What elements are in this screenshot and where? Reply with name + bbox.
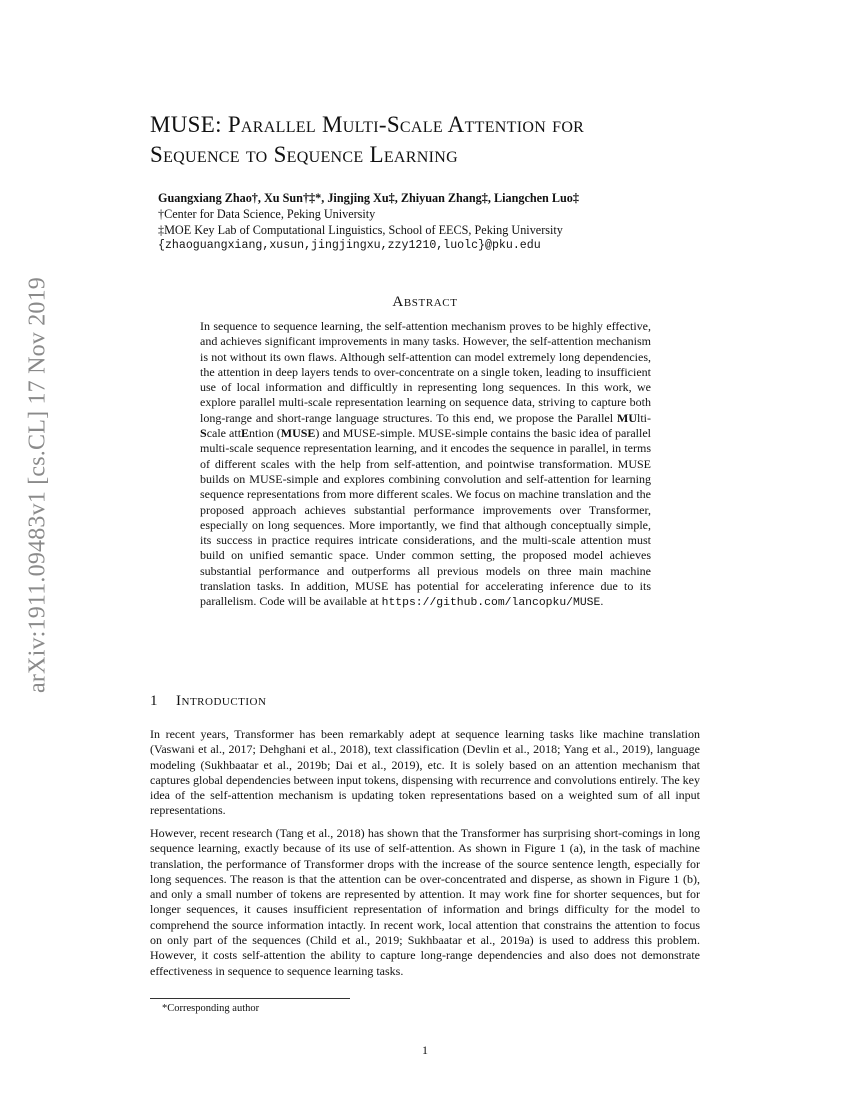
abstract-bold-s: S	[200, 426, 207, 441]
intro-paragraph-1: In recent years, Transformer has been remarkably adept at sequence learning tasks like machine translation (Vaswani et al., 2017; Dehghani et al., 2018), text classification (Devlin et al., 2018; Yang et al., 2019), language modeling (Sukhbaatar et al., 2019b; Dai et al., 2019), etc. It is solely based on an attention mechanism that captures global dependencies between input tokens, dispensing with recurrence and convolutions entirely. The key idea of the self-attention mechanism is updating token representations based on a weighted sum of all input representations.	[150, 727, 700, 818]
abstract-name-cale-att: cale att	[206, 426, 242, 441]
affiliation-2: ‡MOE Key Lab of Computational Linguistics, School of EECS, Peking University	[158, 223, 563, 237]
author-emails: {zhaoguangxiang,xusun,jingjingxu,zzy1210,luolc}@pku.edu	[158, 239, 541, 252]
title-line-1: MUSE: Parallel Multi-Scale Attention for	[150, 112, 585, 137]
affiliation-1: †Center for Data Science, Peking University	[158, 207, 376, 221]
footnote-rule	[150, 998, 350, 999]
abstract-bold-mu: MU	[617, 410, 637, 425]
code-link[interactable]: https://github.com/lancopku/MUSE	[381, 597, 601, 610]
section-title: Introduction	[176, 693, 267, 709]
page-number: 1	[422, 1043, 428, 1057]
title-line-2: Sequence to Sequence Learning	[150, 142, 458, 167]
author-names: Guangxiang Zhao†, Xu Sun†‡*, Jingjing Xu‡, Zhiyuan Zhang‡, Liangchen Luo‡	[158, 191, 579, 205]
arxiv-side-label	[0, 0, 60, 1100]
footnote: *Corresponding author	[162, 1003, 260, 1014]
arxiv-identifier: arXiv:1911.09483v1 [cs.CL] 17 Nov 2019	[24, 277, 51, 693]
author-block	[158, 190, 579, 254]
section-number: 1	[150, 693, 158, 709]
abstract-body	[200, 319, 651, 612]
abstract-name-lti: lti-	[637, 410, 651, 425]
paper-title	[150, 110, 710, 170]
abstract-bold-muse: MUSE	[280, 426, 316, 441]
abstract-end: .	[600, 594, 604, 609]
intro-paragraph-2: However, recent research (Tang et al., 2018) has shown that the Transformer has surprising short-comings in long sequence learning, exactly because of its use of self-attention. As shown in Figure 1 (a), in the task of machine translation, the performance of Transformer drops with the increase of the source sentence length, especially for long sequences. The reason is that the attention can be over-concentrated and disperse, as shown in Figure 1 (b), and only a small number of tokens are represented by attention. It may work fine for shorter sequences, but for longer sequences, it causes insufficient representation of information and brings difficulty for the model to comprehend the source information intactly. In recent work, local attention that constrains the attention to focus on only part of the sequences (Child et al., 2019; Sukhbaatar et al., 2019a) is used to address this problem. However, it costs self-attention the ability to capture long-range dependencies and also does not demonstrate effectiveness in sequence to sequence learning tasks.	[150, 826, 700, 978]
abstract-bold-e: E	[241, 426, 250, 441]
abstract-text-2: ) and MUSE-simple. MUSE-simple contains the basic idea of parallel multi-scale sequence representation learning, and it encodes the sequence in parallel, in terms of different scales with the help from self-attention, and pointwise transformation. MUSE builds on MUSE-simple and explores combining convolution and self-attention for learning sequence representations from more different scales. We focus on machine translation and the proposed approach achieves substantial performance improvements over Transformer, especially on long sequences. More importantly, we find that although conceptually simple, its success in practice requires intricate considerations, and the multi-scale attention must build on unified semantic space. Under common setting, the proposed model achieves substantial performance and outperforms all previous models on three main machine translation tasks. In addition, MUSE has potential for accelerating inference due to its parallelism. Code will be available at	[200, 426, 651, 609]
section-heading-introduction	[150, 693, 266, 710]
abstract-name-ntion: ntion (	[249, 426, 281, 441]
abstract-heading: Abstract	[392, 294, 458, 310]
abstract-text-1: In sequence to sequence learning, the self-attention mechanism proves to be highly effective, and achieves significant improvements in many tasks. However, the self-attention mechanism is not without its own flaws. Although self-attention can model extremely long dependencies, the attention in deep layers tends to over-concentrate on a single token, leading to insufficient use of local information and difficultly in representing long sequences. In this work, we explore parallel multi-scale representation learning on sequence data, striving to capture both long-range and short-range language structures. To this end, we propose the Parallel	[200, 319, 651, 425]
